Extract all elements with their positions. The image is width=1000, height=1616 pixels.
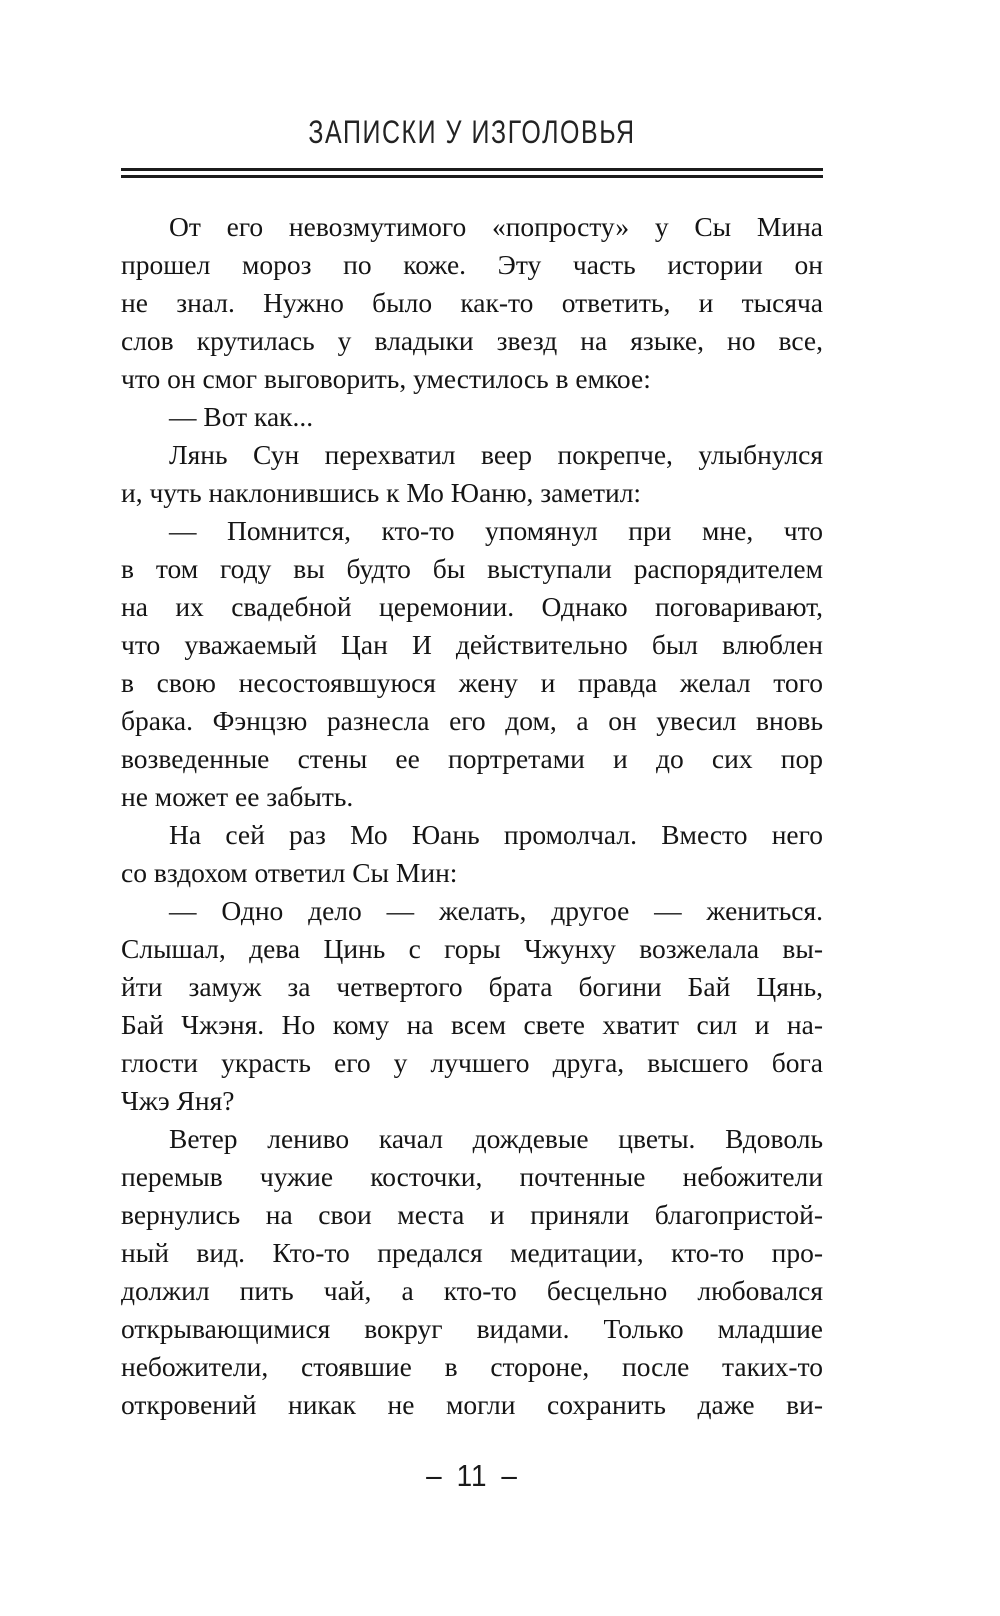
- paragraph: [121, 436, 823, 512]
- text-line: что он смог выговорить, уместилось в емкое:: [121, 363, 651, 394]
- text-line: что уважаемый Цан И действительно был влюблен: [121, 629, 823, 660]
- paragraph: [121, 1120, 823, 1424]
- text-line: должил пить чай, а кто-то бесцельно любовался: [121, 1275, 823, 1306]
- text-line: откровений никак не могли сохранить даже ви-: [121, 1389, 823, 1420]
- text-line: небожители, стоявшие в стороне, после таких-то: [121, 1351, 823, 1382]
- text-line: в том году вы будто бы выступали распорядителем: [121, 553, 823, 584]
- text-line: глости украсть его у лучшего друга, высшего бога: [121, 1047, 823, 1078]
- text-line: Чжэ Яня?: [121, 1085, 235, 1116]
- paragraph: [121, 512, 823, 816]
- text-line: Лянь Сун перехватил веер покрепче, улыбнулся: [169, 439, 823, 470]
- running-header-title: ЗАПИСКИ У ИЗГОЛОВЬЯ: [308, 114, 636, 150]
- body-text: [121, 208, 823, 1424]
- text-line: прошел мороз по коже. Эту часть истории он: [121, 249, 823, 280]
- page-number: – 11 –: [426, 1458, 518, 1493]
- text-line: — Помнится, кто-то упомянул при мне, что: [169, 515, 823, 546]
- text-line: От его невозмутимого «попросту» у Сы Мина: [169, 211, 823, 242]
- text-line: и, чуть наклонившись к Мо Юаню, заметил:: [121, 477, 642, 508]
- text-line: вернулись на свои места и приняли благопристой-: [121, 1199, 823, 1230]
- text-line: открывающимися вокруг видами. Только младшие: [121, 1313, 823, 1344]
- text-line: слов крутилась у владыки звезд на языке, но все,: [121, 325, 823, 356]
- text-line: — Вот как...: [169, 401, 314, 432]
- text-line: йти замуж за четвертого брата богини Бай Цянь,: [121, 971, 823, 1002]
- text-line: брака. Фэнцзю разнесла его дом, а он увесил вновь: [121, 705, 823, 736]
- text-line: ный вид. Кто-то предался медитации, кто-то про-: [121, 1237, 823, 1268]
- paragraph: [121, 398, 823, 436]
- paragraph: [121, 892, 823, 1120]
- text-line: со вздохом ответил Сы Мин:: [121, 857, 458, 888]
- text-line: не может ее забыть.: [121, 781, 354, 812]
- header-double-rule: [121, 168, 823, 178]
- text-line: Ветер лениво качал дождевые цветы. Вдоволь: [169, 1123, 823, 1154]
- text-line: Бай Чжэня. Но кому на всем свете хватит сил и на-: [121, 1009, 823, 1040]
- paragraph: [121, 816, 823, 892]
- text-line: возведенные стены ее портретами и до сих пор: [121, 743, 823, 774]
- text-line: в свою несостоявшуюся жену и правда желал того: [121, 667, 823, 698]
- paragraph: [121, 208, 823, 398]
- text-line: перемыв чужие косточки, почтенные небожители: [121, 1161, 823, 1192]
- text-line: не знал. Нужно было как-то ответить, и тысяча: [121, 287, 823, 318]
- text-line: Слышал, дева Цинь с горы Чжунху возжелала вы-: [121, 933, 823, 964]
- text-line: На сей раз Мо Юань промолчал. Вместо него: [169, 819, 823, 850]
- text-line: — Одно дело — желать, другое — жениться.: [169, 895, 823, 926]
- text-line: на их свадебной церемонии. Однако поговаривают,: [121, 591, 823, 622]
